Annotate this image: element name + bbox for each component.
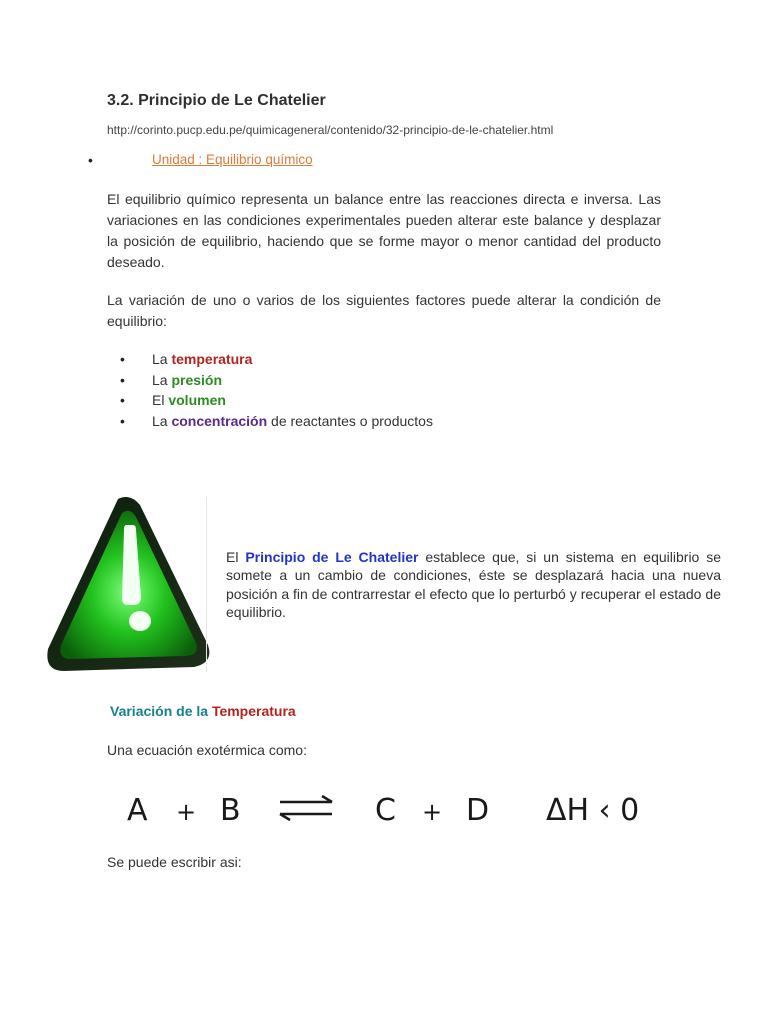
divider-line [206, 497, 207, 672]
intro-paragraph: El equilibrio químico representa un balance entre las reacciones directa e inversa. Las variaciones en las condiciones experimentales pueden alterar este balance y desplazar la posición de equilibrio, haciendo que se forme mayor o menor cantidad del producto deseado. [107, 191, 661, 270]
species-c: C [375, 793, 396, 828]
principle-term: Principio de Le Chatelier [245, 549, 419, 565]
factor-item-volume: • El volumen [120, 390, 433, 411]
factor-item-concentration: • La concentración de reactantes o productos [120, 411, 433, 432]
equilibrium-arrows-icon [280, 796, 332, 820]
factor-item-pressure: • La presión [120, 370, 433, 391]
plus-sign: + [176, 798, 197, 826]
unit-link[interactable]: Unidad : Equilibrio químico [152, 152, 313, 167]
factors-list [120, 349, 433, 432]
factors-intro-paragraph: La variación de uno o varios de los siguientes factores puede alterar la condición de equilibrio: [107, 292, 661, 329]
factor-item-temperature: • La temperatura [120, 349, 433, 370]
section-heading-temperature: Variación de la Temperatura [110, 703, 296, 719]
plus-sign: + [422, 798, 443, 826]
unit-bullet: • [88, 152, 93, 168]
species-d: D [466, 793, 490, 828]
source-url: http://corinto.pucp.edu.pe/quimicageneral/contenido/32-principio-de-le-chatelier.html [107, 123, 554, 137]
page-title: 3.2. Principio de Le Chatelier [107, 92, 326, 109]
species-a: A [127, 793, 148, 828]
warning-triangle-icon [44, 495, 214, 675]
factor-term: presión [171, 371, 223, 388]
principle-paragraph: El Principio de Le Chatelier establece que, si un sistema en equilibrio se somete a un cambio de condiciones, éste se desplazará hacia una nueva posición a fin de contrarrestar el efecto que lo perturbó y recuperar el estado de equilibrio. [226, 549, 722, 621]
enthalpy-condition: ΔH ‹ 0 [546, 793, 640, 828]
species-b: B [220, 793, 241, 828]
factor-term: temperatura [171, 351, 253, 367]
factor-term: volumen [168, 392, 226, 409]
chemical-equation [120, 786, 660, 832]
equation-intro: Una ecuación exotérmica como: [107, 742, 307, 758]
factor-term: concentración [171, 413, 268, 430]
closing-text: Se puede escribir asi: [107, 854, 242, 870]
